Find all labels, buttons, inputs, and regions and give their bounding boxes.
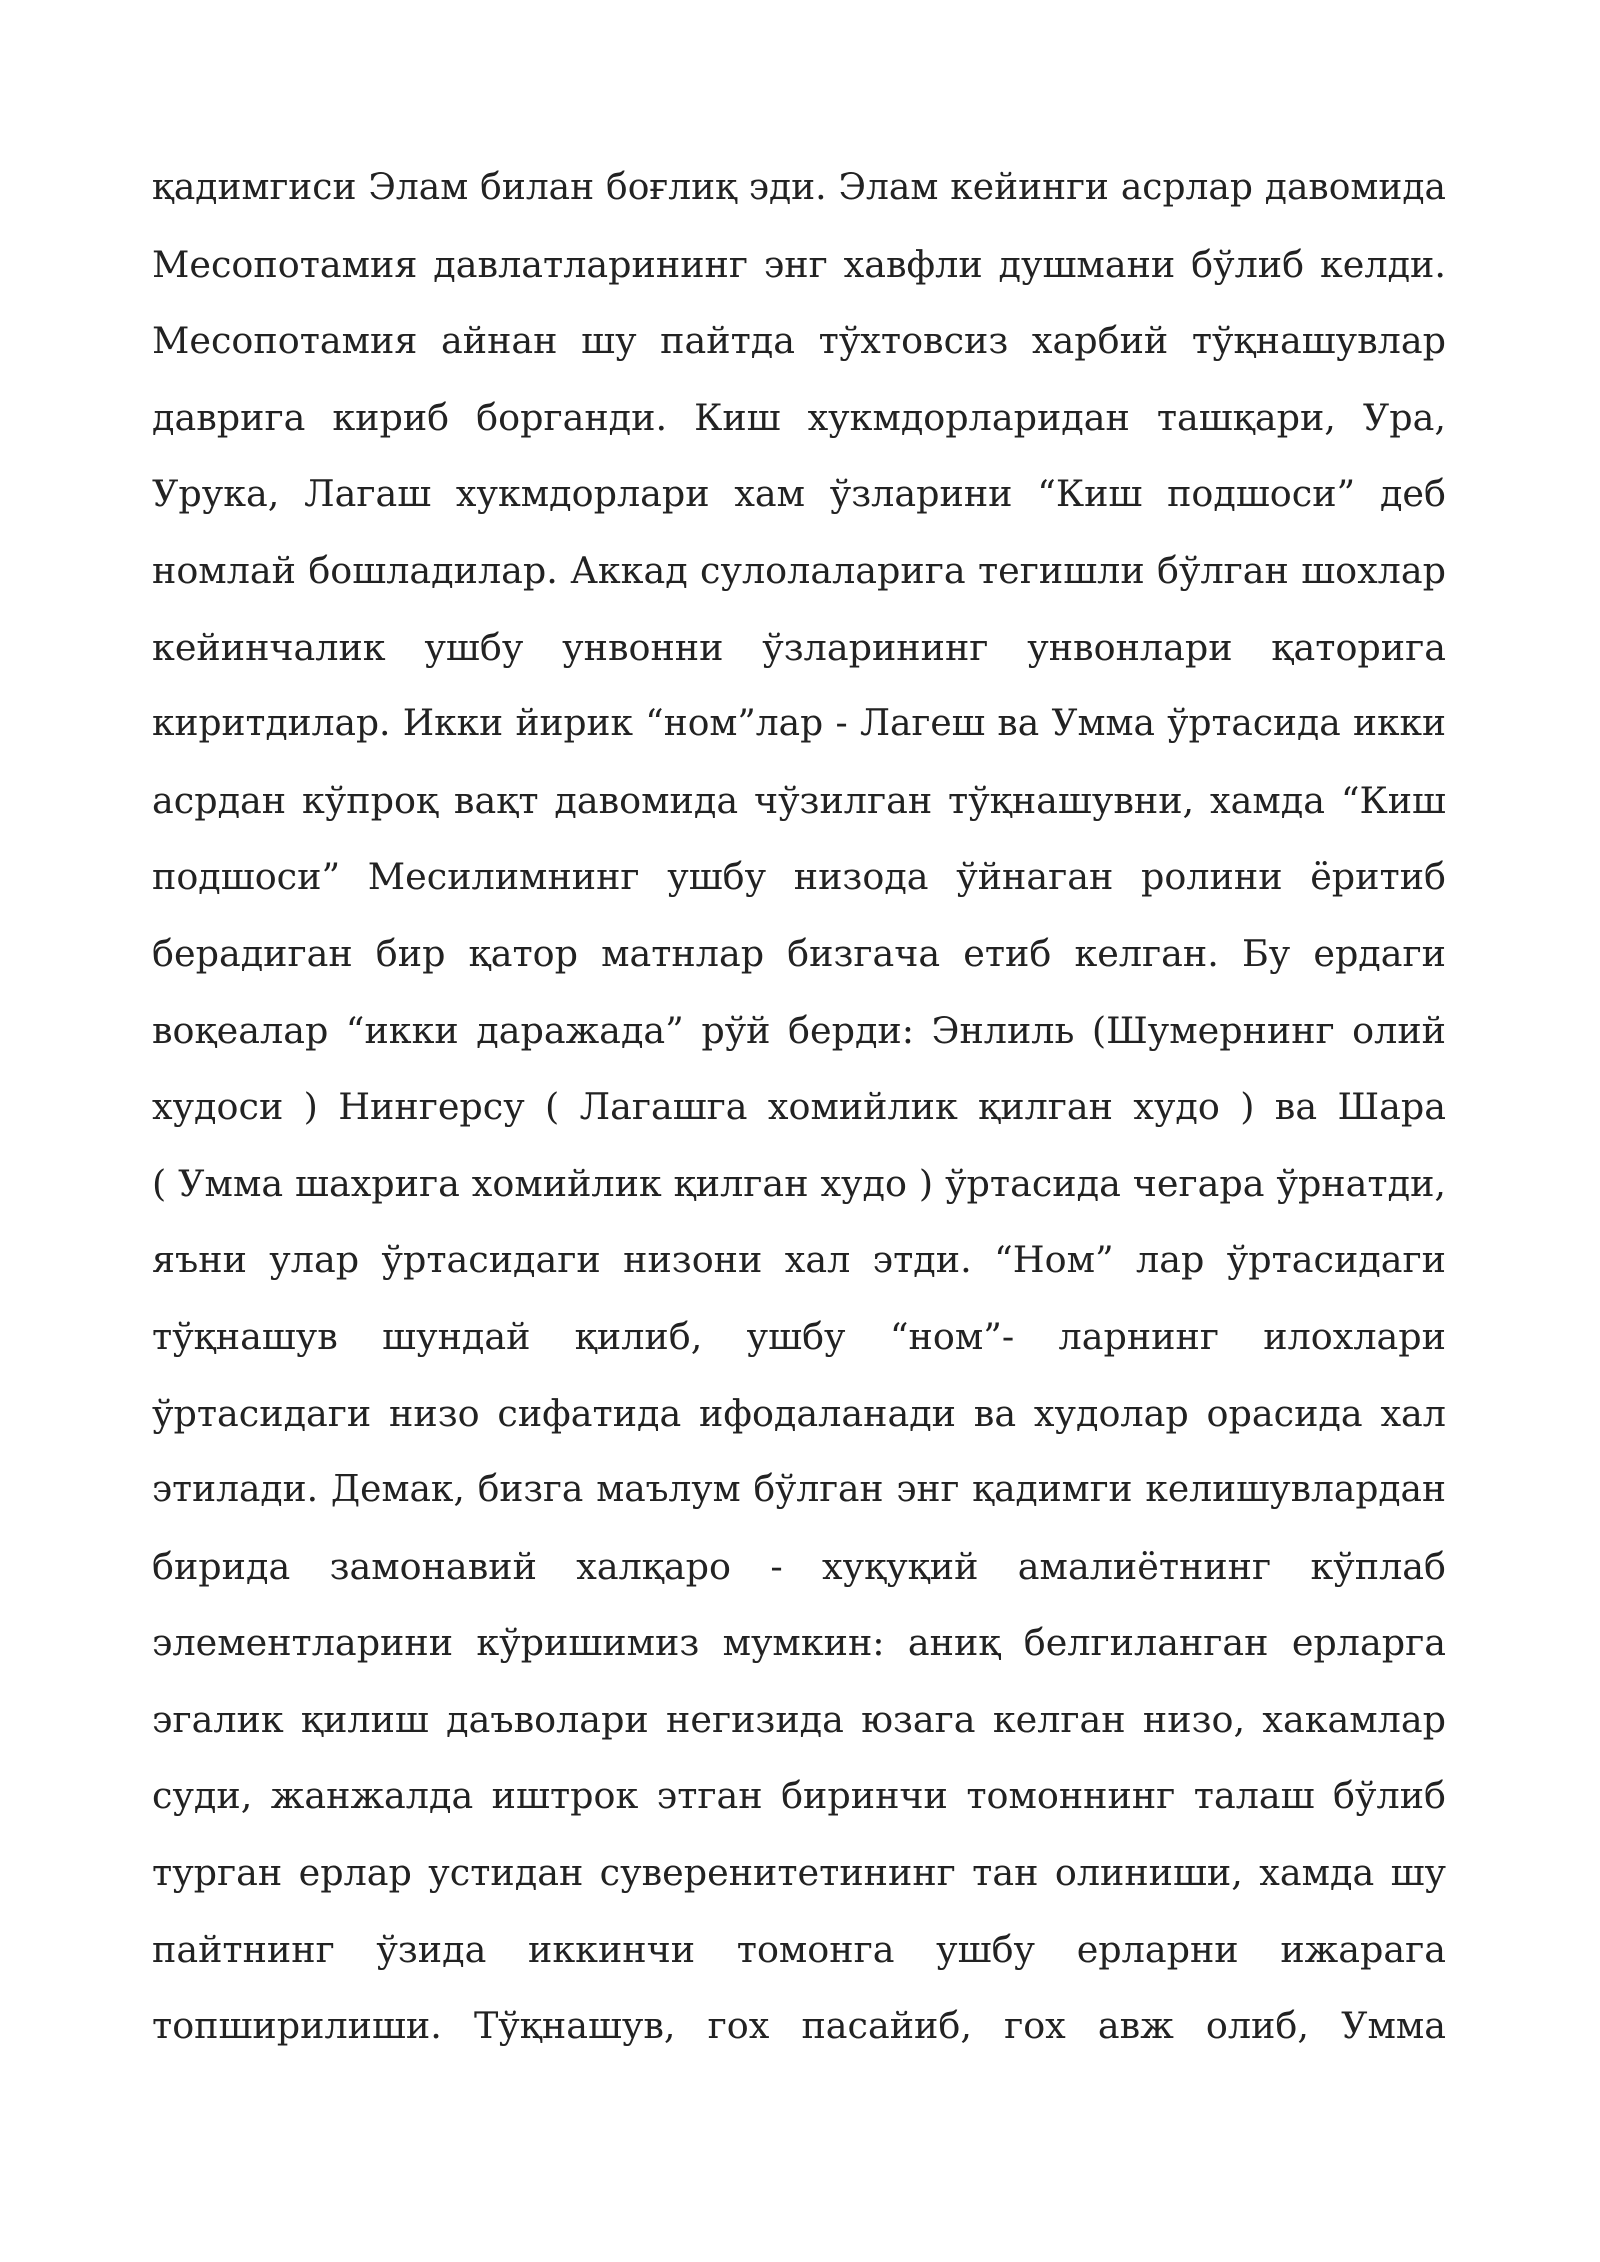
text-line: берадиган бир қатор матнлар бизгача етиб келган. Бу ердаги xyxy=(152,931,1446,975)
text-line: суди, жанжалда иштрок этган биринчи томоннинг талаш бўлиб xyxy=(152,1774,1446,1818)
text-line: ( Умма шахрига хомийлик қилган худо ) ўртасида чегара ўрнатди, xyxy=(152,1161,1446,1205)
document-page xyxy=(152,150,1446,2065)
text-line: номлай бошладилар. Аккад сулолаларига тегишли бўлган шохлар xyxy=(152,548,1446,592)
text-line: Урука, Лагаш хукмдорлари хам ўзларини “Киш подшоси” деб xyxy=(152,472,1446,516)
text-line: пайтнинг ўзида иккинчи томонга ушбу ерларни ижарага xyxy=(152,1927,1446,1971)
text-line: подшоси” Месилимнинг ушбу низода ўйнаган ролини ёритиб xyxy=(152,855,1446,899)
text-line: воқеалар “икки даражада” рўй берди: Энлиль (Шумернинг олий xyxy=(152,1008,1446,1052)
text-line: элементларини кўришимиз мумкин: аниқ белгиланган ерларга xyxy=(152,1621,1446,1665)
text-line: тўқнашув шундай қилиб, ушбу “ном”- ларнинг илохлари xyxy=(152,1314,1446,1358)
text-line: Месопотамия айнан шу пайтда тўхтовсиз харбий тўқнашувлар xyxy=(152,319,1446,363)
text-line: қадимгиси Элам билан боғлиқ эди. Элам кейинги асрлар давомида xyxy=(152,167,1446,208)
text-line: эгалик қилиш даъволари негизида юзага келган низо, хакамлар xyxy=(152,1697,1446,1741)
text-line: бирида замонавий халқаро - хуқуқий амалиётнинг кўплаб xyxy=(152,1544,1446,1588)
text-line: киритдилар. Икки йирик “ном”лар - Лагеш ва Умма ўртасида икки xyxy=(152,703,1446,745)
text-line: турган ерлар устидан суверенитетининг тан олиниши, хамда шу xyxy=(152,1851,1446,1895)
text-line: Месопотамия давлатларининг энг хавфли душмани бўлиб келди. xyxy=(152,242,1446,286)
text-line: худоси ) Нингерсу ( Лагашга хомийлик қилган худо ) ва Шара xyxy=(152,1085,1446,1129)
text-line: ўртасидаги низо сифатида ифодаланади ва худолар орасида хал xyxy=(152,1391,1446,1435)
text-line: яъни улар ўртасидаги низони хал этди. “Ном” лар ўртасидаги xyxy=(152,1238,1446,1282)
text-line: даврига кириб борганди. Киш хукмдорларидан ташқари, Ура, xyxy=(152,395,1446,439)
text-line: топширилиши. Тўқнашув, гох пасайиб, гох авж олиб, Умма xyxy=(152,2004,1446,2048)
text-line: этилади. Демак, бизга маълум бўлган энг қадимги келишувлардан xyxy=(152,1469,1446,1511)
text-line: кейинчалик ушбу унвонни ўзларининг унвонлари қаторига xyxy=(152,625,1446,669)
text-line: асрдан кўпроқ вақт давомида чўзилган тўқнашувни, хамда “Киш xyxy=(152,778,1446,822)
